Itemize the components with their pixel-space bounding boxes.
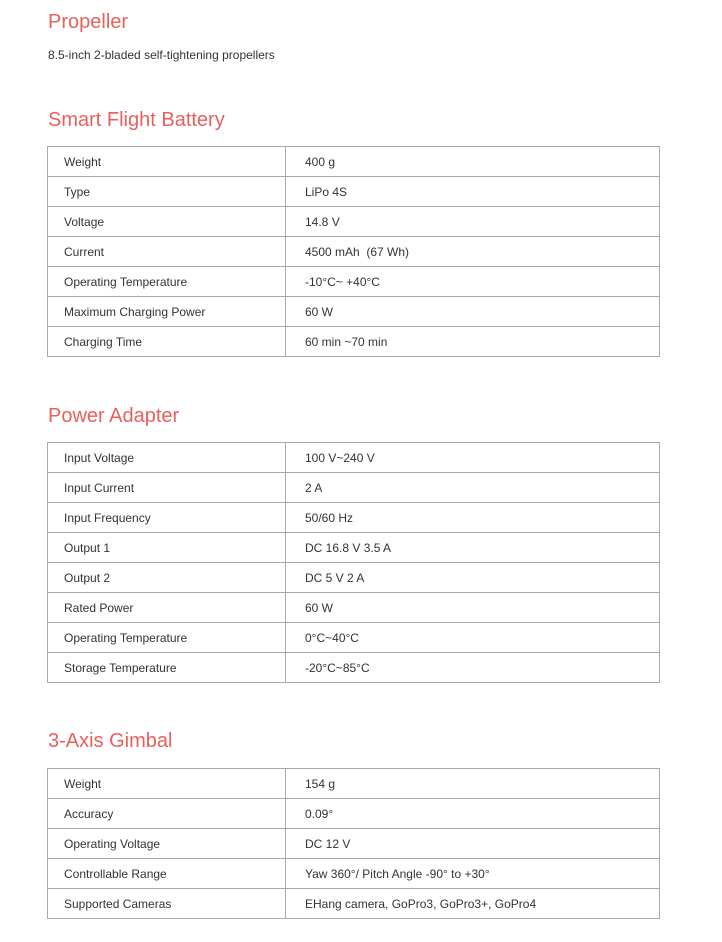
spec-value: Yaw 360°/ Pitch Angle -90° to +30° — [286, 859, 660, 889]
spec-label: Accuracy — [48, 799, 286, 829]
table-row — [48, 147, 660, 177]
table-row — [48, 237, 660, 267]
spec-value: 60 W — [286, 593, 660, 623]
spec-value: DC 5 V 2 A — [286, 563, 660, 593]
spec-value: -20°C~85°C — [286, 653, 660, 683]
spec-value: 0°C~40°C — [286, 623, 660, 653]
table-row — [48, 769, 660, 799]
spec-label: Controllable Range — [48, 859, 286, 889]
spec-label: Supported Cameras — [48, 889, 286, 919]
spec-value: 50/60 Hz — [286, 503, 660, 533]
spec-value: 4500 mAh (67 Wh) — [286, 237, 660, 267]
table-row — [48, 829, 660, 859]
spec-label: Operating Voltage — [48, 829, 286, 859]
gimbal-spec-table — [47, 768, 660, 919]
spec-label: Voltage — [48, 207, 286, 237]
spec-label: Operating Temperature — [48, 267, 286, 297]
table-row — [48, 267, 660, 297]
spec-value: EHang camera, GoPro3, GoPro3+, GoPro4 — [286, 889, 660, 919]
battery-heading: Smart Flight Battery — [48, 109, 225, 131]
table-row — [48, 563, 660, 593]
battery-spec-table — [47, 146, 660, 357]
table-row — [48, 327, 660, 357]
spec-value: 400 g — [286, 147, 660, 177]
table-row — [48, 503, 660, 533]
spec-label: Type — [48, 177, 286, 207]
table-row — [48, 533, 660, 563]
spec-label: Weight — [48, 769, 286, 799]
propeller-heading: Propeller — [48, 11, 129, 33]
spec-label: Output 2 — [48, 563, 286, 593]
spec-label: Storage Temperature — [48, 653, 286, 683]
spec-value: 60 W — [286, 297, 660, 327]
spec-value: 154 g — [286, 769, 660, 799]
spec-label: Operating Temperature — [48, 623, 286, 653]
spec-label: Maximum Charging Power — [48, 297, 286, 327]
table-row — [48, 653, 660, 683]
table-row — [48, 889, 660, 919]
table-row — [48, 593, 660, 623]
spec-value: 0.09° — [286, 799, 660, 829]
spec-value: LiPo 4S — [286, 177, 660, 207]
table-row — [48, 177, 660, 207]
spec-label: Input Current — [48, 473, 286, 503]
spec-value: 2 A — [286, 473, 660, 503]
spec-label: Weight — [48, 147, 286, 177]
table-row — [48, 623, 660, 653]
spec-label: Charging Time — [48, 327, 286, 357]
spec-label: Input Voltage — [48, 443, 286, 473]
table-row — [48, 859, 660, 889]
spec-label: Input Frequency — [48, 503, 286, 533]
spec-value: DC 12 V — [286, 829, 660, 859]
table-row — [48, 799, 660, 829]
table-row — [48, 443, 660, 473]
spec-label: Current — [48, 237, 286, 267]
table-row — [48, 473, 660, 503]
adapter-spec-table — [47, 442, 660, 683]
spec-value: 14.8 V — [286, 207, 660, 237]
propeller-description: 8.5-inch 2-bladed self-tightening propellers — [48, 48, 275, 62]
spec-value: 100 V~240 V — [286, 443, 660, 473]
table-row — [48, 207, 660, 237]
spec-value: -10°C~ +40°C — [286, 267, 660, 297]
spec-label: Rated Power — [48, 593, 286, 623]
spec-value: DC 16.8 V 3.5 A — [286, 533, 660, 563]
table-row — [48, 297, 660, 327]
spec-label: Output 1 — [48, 533, 286, 563]
spec-value: 60 min ~70 min — [286, 327, 660, 357]
adapter-heading: Power Adapter — [48, 405, 180, 427]
gimbal-heading: 3-Axis Gimbal — [48, 730, 173, 752]
